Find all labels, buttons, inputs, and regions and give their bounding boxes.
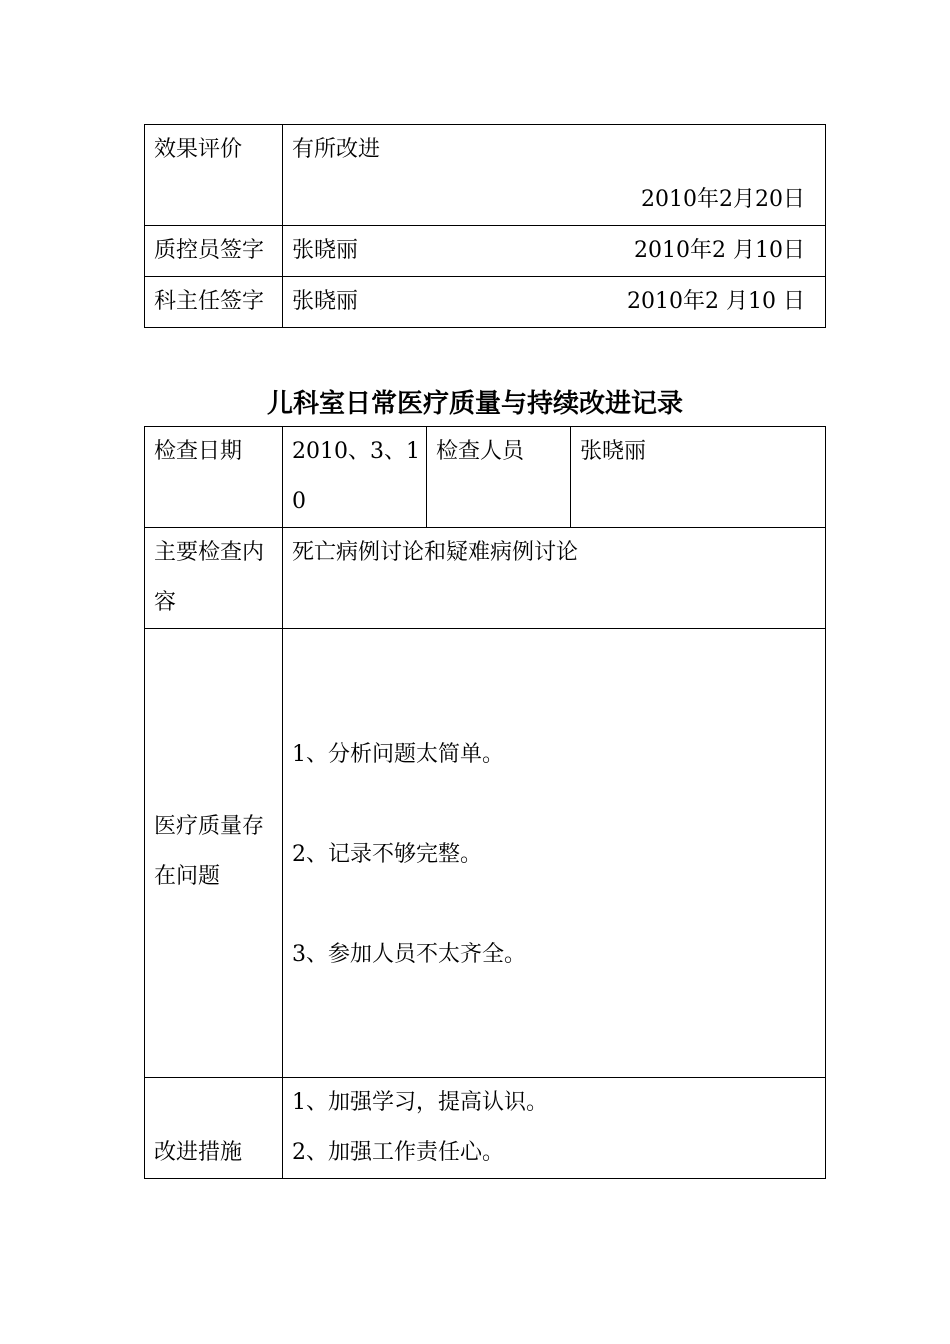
inspector-label-cell: [427, 427, 571, 528]
problem-item: 2、记录不够完整。: [292, 842, 482, 867]
effect-value: 有所改进: [292, 137, 381, 162]
problems-label-cell: [145, 629, 283, 1078]
director-signature-name: 张晓丽: [292, 289, 359, 314]
check-date-value: 2010、3、10: [292, 439, 420, 514]
director-signature-label-cell: [145, 277, 283, 328]
main-content-value-cell: [283, 528, 826, 629]
effect-value-cell: [283, 125, 826, 226]
qc-signature-value-cell: [283, 226, 826, 277]
measure-item: 2、加强工作责任心。: [292, 1140, 504, 1165]
main-content-label: 主要检查内容: [154, 540, 265, 615]
quality-record-table: [144, 426, 826, 1179]
main-content-label-cell: [145, 528, 283, 629]
check-date-label-cell: [145, 427, 283, 528]
inspector-value: 张晓丽: [580, 439, 647, 464]
effect-date: 2010年2月20日: [641, 187, 805, 212]
check-date-value-cell: [283, 427, 427, 528]
effect-label: 效果评价: [154, 137, 243, 162]
main-content-value: 死亡病例讨论和疑难病例讨论: [292, 540, 579, 565]
problems-label: 医疗质量存在问题: [154, 814, 265, 889]
director-signature-label: 科主任签字: [154, 289, 265, 314]
measures-value-cell: [283, 1078, 826, 1179]
page-title: 儿科室日常医疗质量与持续改进记录: [266, 389, 683, 419]
effect-label-cell: [145, 125, 283, 226]
director-signature-date: 2010年2 月10 日: [627, 289, 805, 314]
measures-label-cell: [145, 1078, 283, 1179]
check-date-label: 检查日期: [154, 439, 243, 464]
measures-label: 改进措施: [154, 1140, 243, 1165]
qc-signature-label-cell: [145, 226, 283, 277]
director-signature-value-cell: [283, 277, 826, 328]
qc-signature-date: 2010年2 月10日: [634, 238, 805, 263]
problems-value-cell: [283, 629, 826, 1078]
problem-item: 3、参加人员不太齐全。: [292, 942, 526, 967]
evaluation-table: [144, 124, 826, 328]
problem-item: 1、分析问题太简单。: [292, 742, 504, 767]
qc-signature-label: 质控员签字: [154, 238, 265, 263]
inspector-label: 检查人员: [436, 439, 525, 464]
measure-item: 1、加强学习，提高认识。: [292, 1090, 548, 1115]
inspector-value-cell: [571, 427, 826, 528]
qc-signature-name: 张晓丽: [292, 238, 359, 263]
